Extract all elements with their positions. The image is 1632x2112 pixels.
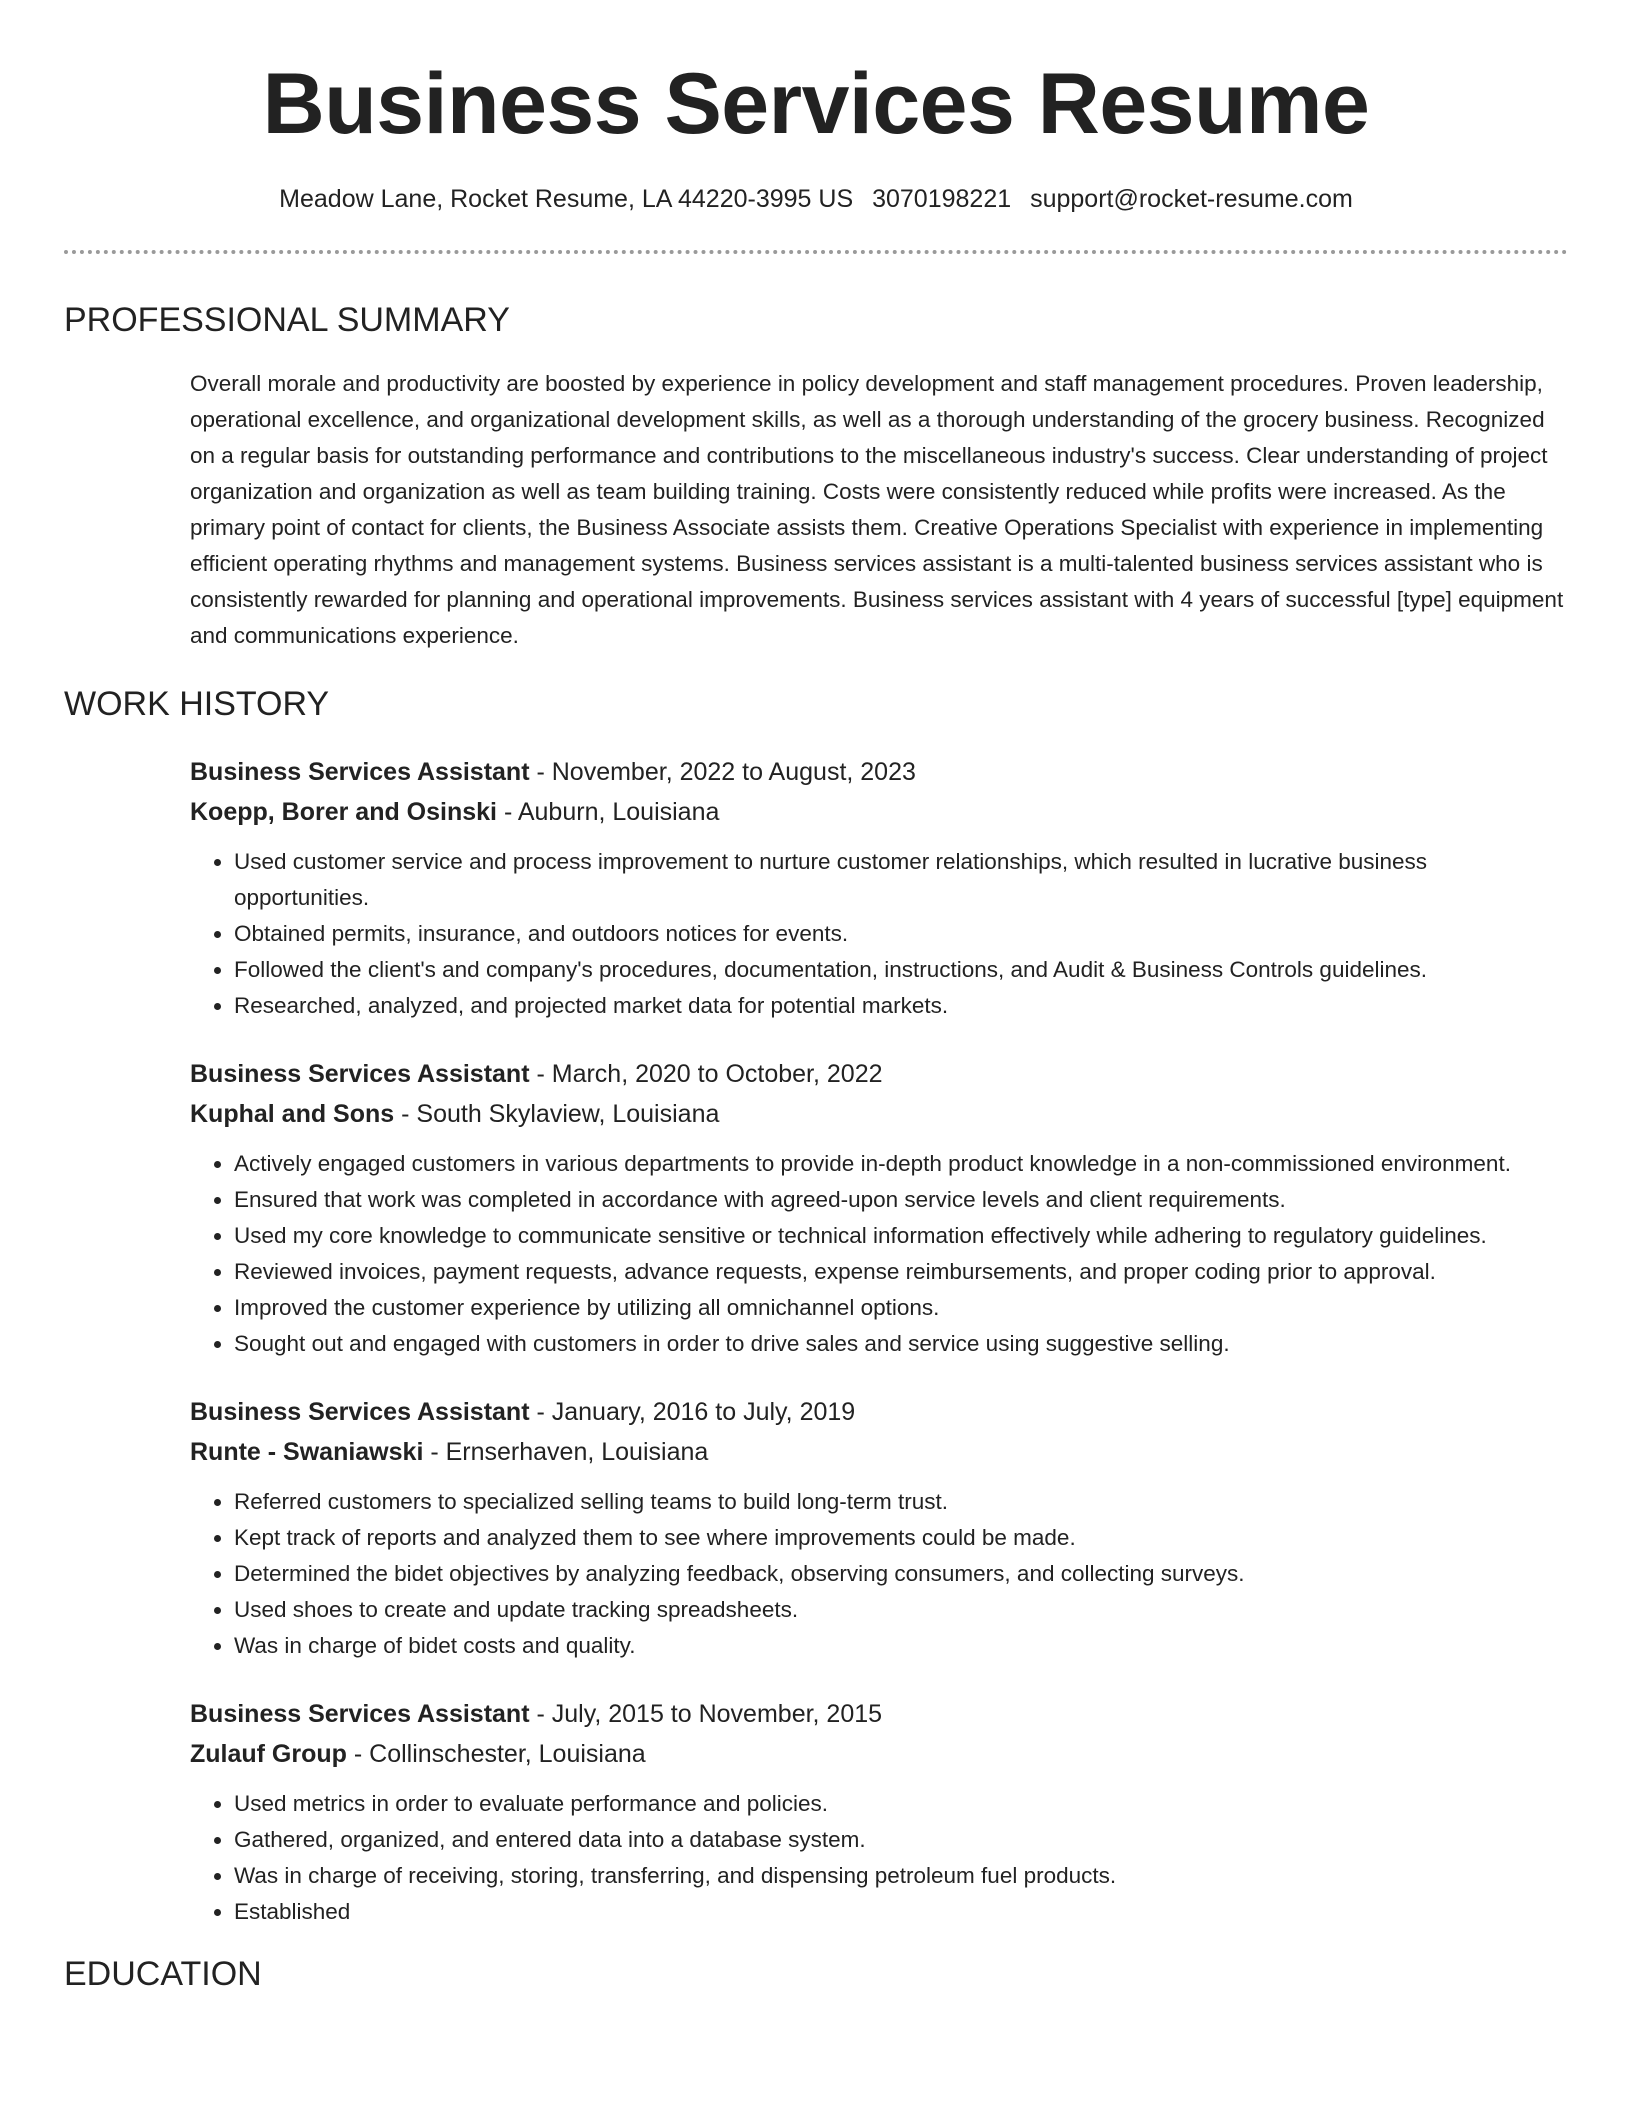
job-bullet: • Sought out and engaged with customers in order to drive sales and service using suggestive selling.: [234, 1326, 1568, 1362]
job-company-line: [190, 1734, 1568, 1774]
job-company: Koepp, Borer and Osinski: [190, 798, 498, 826]
job-role: Business Services Assistant: [190, 1700, 530, 1728]
job-bullet: • Was in charge of bidet costs and quality.: [234, 1628, 1568, 1664]
resume-page: [64, 0, 1568, 1996]
contact-phone: 3070198221: [872, 185, 1012, 213]
contact-address: Meadow Lane, Rocket Resume, LA 44220-3995 US: [279, 185, 854, 213]
job-company-line: [190, 1094, 1568, 1134]
job-bullet: • Reviewed invoices, payment requests, advance requests, expense reimbursements, and proper coding prior to approval.: [234, 1254, 1568, 1290]
job-role-line: [190, 752, 1568, 792]
contact-line: [64, 182, 1568, 216]
job-company-line: [190, 1432, 1568, 1472]
job-role: Business Services Assistant: [190, 1060, 530, 1088]
work-history-section: [64, 682, 1568, 1930]
summary-text: Overall morale and productivity are boosted by experience in policy development and staff management procedures. Proven leadership, operational excellence, and organizational development skills, as well as a thorough understanding of the grocery business. Recognized on a regular basis for outstanding performance and contributions to the miscellaneous industry's success. Clear understanding of project organization and organization as well as team building training. Costs were consistently reduced while profits were increased. As the primary point of contact for clients, the Business Associate assists them. Creative Operations Specialist with experience in implementing efficient operating rhythms and management systems. Business services assistant is a multi-talented business services assistant who is consistently rewarded for planning and operational improvements. Business services assistant with 4 years of successful [type] equipment and communications experience.: [190, 371, 1564, 648]
job-bullet: • Ensured that work was completed in accordance with agreed-upon service levels and client requirements.: [234, 1182, 1568, 1218]
job-bullet: • Actively engaged customers in various departments to provide in-depth product knowledge in a non-commissioned environment.: [234, 1146, 1568, 1182]
job-bullet: • Gathered, organized, and entered data into a database system.: [234, 1822, 1568, 1858]
job-bullet: • Used my core knowledge to communicate sensitive or technical information effectively while adhering to regulatory guidelines.: [234, 1218, 1568, 1254]
job-company: Kuphal and Sons: [190, 1100, 395, 1128]
summary-section: [64, 298, 1568, 654]
job-bullet: • Researched, analyzed, and projected market data for potential markets.: [234, 988, 1568, 1024]
job-bullet: • Used metrics in order to evaluate performance and policies.: [234, 1786, 1568, 1822]
job-bullet: • Referred customers to specialized selling teams to build long-term trust.: [234, 1484, 1568, 1520]
job-bullet: • Kept track of reports and analyzed them to see where improvements could be made.: [234, 1520, 1568, 1556]
summary-heading: PROFESSIONAL SUMMARY: [64, 301, 510, 339]
contact-email: support@rocket-resume.com: [1030, 185, 1353, 213]
job-role-line: [190, 1392, 1568, 1432]
job-bullets: [190, 1146, 1568, 1362]
job-bullet: • Used customer service and process improvement to nurture customer relationships, which resulted in lucrative business opportunities.: [234, 844, 1568, 916]
job-role-line: [190, 1054, 1568, 1094]
education-section: [64, 1952, 1568, 1996]
job-entry: [190, 1694, 1568, 1930]
job-dates: - July, 2015 to November, 2015: [529, 1700, 883, 1728]
job-role-line: [190, 1694, 1568, 1734]
education-heading: EDUCATION: [64, 1955, 262, 1993]
job-role: Business Services Assistant: [190, 758, 530, 786]
job-dates: - March, 2020 to October, 2022: [529, 1060, 883, 1088]
resume-title: Business Services Resume: [262, 56, 1370, 152]
header-divider: [64, 250, 1568, 254]
job-entry: [190, 752, 1568, 1024]
job-bullet: • Determined the bidet objectives by analyzing feedback, observing consumers, and collecting surveys.: [234, 1556, 1568, 1592]
job-bullets: [190, 1786, 1568, 1930]
job-bullet: • Used shoes to create and update tracking spreadsheets.: [234, 1592, 1568, 1628]
job-company: Zulauf Group: [190, 1740, 347, 1768]
job-location: - Ernserhaven, Louisiana: [423, 1438, 709, 1466]
work-history-heading: WORK HISTORY: [64, 685, 330, 723]
job-location: - South Skylaview, Louisiana: [394, 1100, 720, 1128]
job-dates: - November, 2022 to August, 2023: [529, 758, 916, 786]
job-location: - Auburn, Louisiana: [497, 798, 720, 826]
job-company-line: [190, 792, 1568, 832]
job-dates: - January, 2016 to July, 2019: [529, 1398, 856, 1426]
job-bullet: • Was in charge of receiving, storing, transferring, and dispensing petroleum fuel products.: [234, 1858, 1568, 1894]
job-location: - Collinschester, Louisiana: [346, 1740, 646, 1768]
job-company: Runte - Swaniawski: [190, 1438, 424, 1466]
job-role: Business Services Assistant: [190, 1398, 530, 1426]
job-bullet: • Improved the customer experience by utilizing all omnichannel options.: [234, 1290, 1568, 1326]
job-entry: [190, 1054, 1568, 1362]
job-bullet: • Established: [234, 1894, 1568, 1930]
job-bullets: [190, 1484, 1568, 1664]
job-bullet: • Followed the client's and company's procedures, documentation, instructions, and Audit & Business Controls guidelines.: [234, 952, 1568, 988]
job-bullets: [190, 844, 1568, 1024]
job-bullet: • Obtained permits, insurance, and outdoors notices for events.: [234, 916, 1568, 952]
job-entry: [190, 1392, 1568, 1664]
